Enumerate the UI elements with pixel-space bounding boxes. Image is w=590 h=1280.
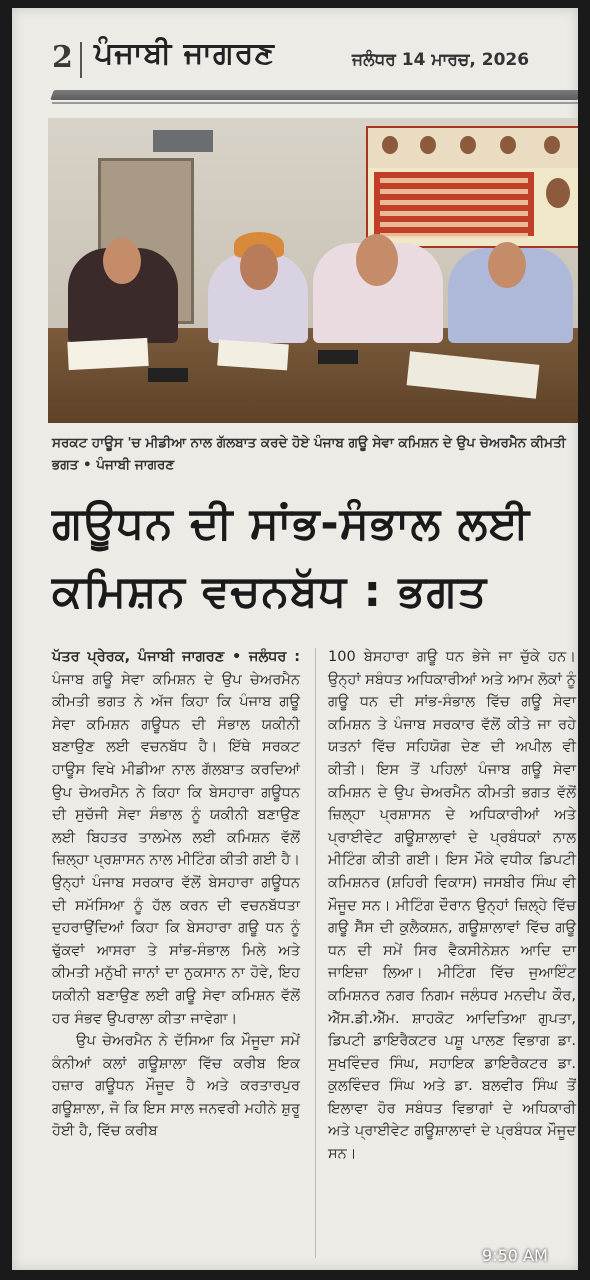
article-column-left bbox=[52, 646, 300, 1143]
face-4 bbox=[488, 242, 526, 288]
newspaper-name: ਪੰਜਾਬੀ ਜਾਗਰਣ bbox=[94, 36, 275, 71]
article-paragraph: 100 ਬੇਸਹਾਰਾ ਗਊ ਧਨ ਭੇਜੇ ਜਾ ਚੁੱਕੇ ਹਨ। ਉਨ੍ਹਾਂ ਸਬੰਧਤ ਅਧਿਕਾਰੀਆਂ ਅਤੇ ਆਮ ਲੋਕਾਂ ਨੂੰ ਗਊ ਧਨ ਦੀ ਸਾਂਭ-ਸੰਭਾਲ ਵਿੱਚ ਗਊ ਸੇਵਾ ਕਮਿਸ਼ਨ ਤੇ ਪੰਜਾਬ ਸਰਕਾਰ ਵੱਲੋਂ ਕੀਤੇ ਜਾ ਰਹੇ ਯਤਨਾਂ ਵਿੱਚ ਸਹਿਯੋਗ ਦੇਣ ਦੀ ਅਪੀਲ ਵੀ ਕੀਤੀ। ਇਸ ਤੋਂ ਪਹਿਲਾਂ ਪੰਜਾਬ ਗਊ ਸੇਵਾ ਕਮਿਸ਼ਨ ਦੇ ਉਪ ਚੇਅਰਮੈਨ ਕੀਮਤੀ ਭਗਤ ਵੱਲੋਂ ਜ਼ਿਲ੍ਹਾ ਪ੍ਰਸ਼ਾਸਨ ਦੇ ਅਧਿਕਾਰੀਆਂ ਅਤੇ ਪ੍ਰਾਈਵੇਟ ਗਊਸ਼ਾਲਾਵਾਂ ਦੇ ਪ੍ਰਬੰਧਕਾਂ ਨਾਲ ਮੀਟਿੰਗ ਕੀਤੀ ਗਈ। ਇਸ ਮੌਕੇ ਵਧੀਕ ਡਿਪਟੀ ਕਮਿਸ਼ਨਰ (ਸ਼ਹਿਰੀ ਵਿਕਾਸ) ਜਸਬੀਰ ਸਿੰਘ ਵੀ ਮੌਜੂਦ ਸਨ। ਮੀਟਿੰਗ ਦੌਰਾਨ ਉਨ੍ਹਾਂ ਜ਼ਿਲ੍ਹੇ ਵਿੱਚ ਗਊ ਸੈੱਸ ਦੀ ਕੁਲੈਕਸ਼ਨ, ਗਊਸ਼ਾਲਾਵਾਂ ਵਿੱਚ ਗਊ ਧਨ ਦੀ ਸਮੇਂ ਸਿਰ ਵੈਕਸੀਨੇਸ਼ਨ ਆਦਿ ਦਾ ਜਾਇਜ਼ਾ ਲਿਆ। ਮੀਟਿੰਗ ਵਿੱਚ ਜੁਆਇੰਟ ਕਮਿਸ਼ਨਰ ਨਗਰ ਨਿਗਮ ਜਲੰਧਰ ਮਨਦੀਪ ਕੌਰ, ਐੱਸ.ਡੀ.ਐੱਮ. ਸ਼ਾਹਕੋਟ ਆਦਿਤਿਆ ਗੁਪਤਾ, ਡਿਪਟੀ ਡਾਇਰੈਕਟਰ ਪਸ਼ੂ ਪਾਲਣ ਵਿਭਾਗ ਡਾ. ਸੁਖਵਿੰਦਰ ਸਿੰਘ, ਸਹਾਇਕ ਡਾਇਰੈਕਟਰ ਡਾ. ਕੁਲਵਿੰਦਰ ਸਿੰਘ ਅਤੇ ਡਾ. ਬਲਵੀਰ ਸਿੰਘ ਤੋਂ ਇਲਾਵਾ ਹੋਰ ਸਬੰਧਤ ਵਿਭਾਗਾਂ ਦੇ ਅਧਿਕਾਰੀ ਅਤੇ ਪ੍ਰਾਈਵੇਟ ਗਊਸ਼ਾਲਾਵਾਂ ਦੇ ਪ੍ਰਬੰਧਕ ਮੌਜੂਦ ਸਨ। bbox=[328, 649, 576, 1163]
article-paragraph: ਪੰਜਾਬ ਗਊ ਸੇਵਾ ਕਮਿਸ਼ਨ ਦੇ ਉਪ ਚੇਅਰਮੈਨ ਕੀਮਤੀ ਭਗਤ ਨੇ ਅੱਜ ਕਿਹਾ ਕਿ ਪੰਜਾਬ ਗਊ ਸੇਵਾ ਕਮਿਸ਼ਨ ਗਊਧਨ ਦੀ ਸੰਭਾਲ ਯਕੀਨੀ ਬਣਾਉਣ ਲਈ ਵਚਨਬੱਧ ਹੈ। ਇੱਥੇ ਸਰਕਟ ਹਾਊਸ ਵਿਖੇ ਮੀਡੀਆ ਨਾਲ ਗੱਲਬਾਤ ਕਰਦਿਆਂ ਉਪ ਚੇਅਰਮੈਨ ਨੇ ਕਿਹਾ ਕਿ ਬੇਸਹਾਰਾ ਗਊਧਨ ਦੀ ਸੁਚੱਜੀ ਸੇਵਾ ਸੰਭਾਲ ਨੂੰ ਯਕੀਨੀ ਬਣਾਉਣ ਲਈ ਬਿਹਤਰ ਤਾਲਮੇਲ ਲਈ ਕਮਿਸ਼ਨ ਵੱਲੋਂ ਜ਼ਿਲ੍ਹਾ ਪ੍ਰਸ਼ਾਸਨ ਨਾਲ ਮੀਟਿੰਗ ਕੀਤੀ ਗਈ ਹੈ। ਉਨ੍ਹਾਂ ਪੰਜਾਬ ਸਰਕਾਰ ਵੱਲੋਂ ਬੇਸਹਾਰਾ ਗਊਧਨ ਦੀ ਸਮੱਸਿਆ ਨੂੰ ਹੱਲ ਕਰਨ ਦੀ ਵਚਨਬੱਧਤਾ ਦੁਹਰਾਉਂਦਿਆਂ ਕਿਹਾ ਕਿ ਬੇਸਹਾਰਾ ਗਊ ਧਨ ਨੂੰ ਢੁੱਕਵਾਂ ਆਸਰਾ ਤੇ ਸਾਂਭ-ਸੰਭਾਲ ਮਿਲੇ ਅਤੇ ਕੀਮਤੀ ਮਨੁੱਖੀ ਜਾਨਾਂ ਦਾ ਨੁਕਸਾਨ ਨਾ ਹੋਵੇ, ਇਹ ਯਕੀਨੀ ਬਣਾਉਣ ਲਈ ਗਊ ਸੇਵਾ ਕਮਿਸ਼ਨ ਵੱਲੋਂ ਹਰ ਸੰਭਵ ਉਪਰਾਲਾ ਕੀਤਾ ਜਾਵੇਗਾ। bbox=[52, 671, 300, 1027]
table-paper-1 bbox=[67, 338, 148, 370]
masthead bbox=[52, 34, 572, 92]
article-headline: ਗਊਧਨ ਦੀ ਸਾਂਭ-ਸੰਭਾਲ ਲਈ ਕਮਿਸ਼ਨ ਵਚਨਬੱਧ : ਭਗਤ bbox=[52, 498, 531, 617]
face-1 bbox=[103, 238, 141, 284]
banner-portraits bbox=[368, 128, 578, 168]
table-paper-2 bbox=[217, 340, 289, 371]
column-divider bbox=[315, 648, 316, 1258]
news-photo bbox=[48, 118, 578, 423]
article-column-right bbox=[328, 646, 576, 1166]
microphone-icon bbox=[148, 368, 188, 382]
status-time: 9:50 AM bbox=[482, 1246, 548, 1265]
photo-caption: ਸਰਕਟ ਹਾਊਸ 'ਚ ਮੀਡੀਆ ਨਾਲ ਗੱਲਬਾਤ ਕਰਦੇ ਹੋਏ ਪੰਜਾਬ ਗਊ ਸੇਵਾ ਕਮਿਸ਼ਨ ਦੇ ਉਪ ਚੇਅਰਮੈਨ ਕੀਮਤੀ ਭਗਤ • ਪੰਜਾਬੀ ਜਾਗਰਣ bbox=[52, 435, 566, 473]
dateline: ਜਲੰਧਰ 14 ਮਾਰਚ, 2026 bbox=[352, 50, 530, 70]
masthead-rule-thin bbox=[52, 102, 578, 104]
photo-window bbox=[153, 130, 213, 152]
masthead-separator bbox=[80, 42, 82, 78]
face-3 bbox=[356, 234, 398, 286]
face-2 bbox=[240, 244, 278, 290]
page-number: 2 bbox=[52, 40, 73, 75]
newspaper-page bbox=[12, 8, 578, 1270]
photo-banner bbox=[366, 126, 578, 248]
microphone-icon bbox=[318, 350, 358, 364]
masthead-rule bbox=[50, 90, 578, 100]
article-paragraph: ਉਪ ਚੇਅਰਮੈਨ ਨੇ ਦੱਸਿਆ ਕਿ ਮੌਜੂਦਾ ਸਮੇਂ ਕੰਨੀਆਂ ਕਲਾਂ ਗਊਸ਼ਾਲਾ ਵਿੱਚ ਕਰੀਬ ਇਕ ਹਜ਼ਾਰ ਗਊਧਨ ਮੌਜੂਦ ਹੈ ਅਤੇ ਕਰਤਾਰਪੁਰ ਗਊਸ਼ਾਲਾ, ਜੋ ਕਿ ਇਸ ਸਾਲ ਜਨਵਰੀ ਮਹੀਨੇ ਸ਼ੁਰੂ ਹੋਈ ਹੈ, ਵਿੱਚ ਕਰੀਬ bbox=[52, 1033, 300, 1140]
banner-text-block bbox=[374, 172, 534, 236]
article-byline: ਪੱਤਰ ਪ੍ਰੇਰਕ, ਪੰਜਾਬੀ ਜਾਗਰਣ • ਜਲੰਧਰ : bbox=[52, 649, 300, 665]
